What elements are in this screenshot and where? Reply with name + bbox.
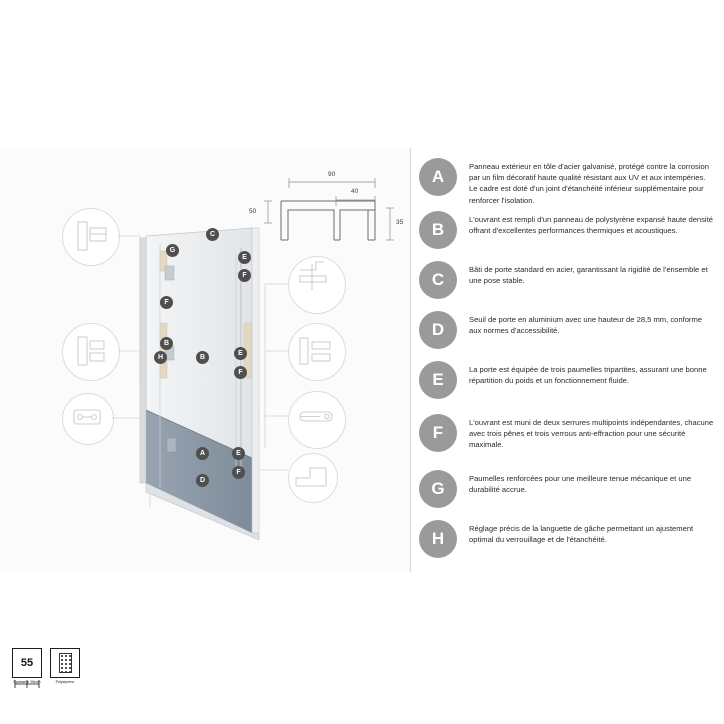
- legend-text-g: Paumelles renforcées pour une meilleure tenue mécanique et une durabilité accrue.: [469, 474, 692, 495]
- legend-list: [411, 148, 724, 572]
- legend-item-c: [419, 261, 719, 299]
- dimension-90: 90: [328, 171, 336, 178]
- legend-item-h: [419, 520, 719, 558]
- callout-e-mid: E: [234, 347, 247, 360]
- legend-badge-d: D: [419, 311, 457, 349]
- legend-item-e: [419, 361, 719, 399]
- callout-f-lower: F: [232, 466, 245, 479]
- technical-diagram-panel: [0, 148, 724, 684]
- legend-badge-e: E: [419, 361, 457, 399]
- callout-d-bottom: D: [196, 474, 209, 487]
- legend-text-f: L'ouvrant est muni de deux serrures multipoints indépendantes, chacune avec trois pênes et trois verrous anti-effraction pour une sécurité maximale.: [469, 418, 714, 450]
- polystyrene-icon: [50, 648, 80, 678]
- legend-badge-b: B: [419, 211, 457, 249]
- legend-item-g: [419, 470, 719, 508]
- callout-c-top: C: [206, 228, 219, 241]
- callout-f-mid: F: [234, 366, 247, 379]
- legend-text-d: Seuil de porte en aluminium avec une hauteur de 28,5 mm, conforme aux normes d'accessibilité.: [469, 315, 703, 336]
- door-section-diagram: [0, 148, 410, 684]
- thickness-arrow-icon: [12, 678, 52, 692]
- callout-b-mid-left: B: [160, 337, 173, 350]
- callout-e-upper: E: [238, 251, 251, 264]
- legend-item-f: [419, 414, 719, 452]
- legend-item-d: [419, 311, 719, 349]
- callout-e-lower: E: [232, 447, 245, 460]
- callout-g-top: G: [166, 244, 179, 257]
- legend-badge-c: C: [419, 261, 457, 299]
- callout-f-upper-right: F: [238, 269, 251, 282]
- legend-text-c: Bâti de porte standard en acier, garantissant la rigidité de l'ensemble et une pose stable.: [469, 265, 708, 286]
- legend-text-a: Panneau extérieur en tôle d'acier galvanisé, protégé contre la corrosion par un film décoratif haute qualité résistant aux UV et aux intempéries. Le cadre est doté d'un joint d'étanchéité inférieur supplémentaire pour renforcer l'isolation.: [469, 162, 709, 205]
- legend-text-e: La porte est équipée de trois paumelles tripartites, assurant une bonne répartition du poids et un fonctionnement fluide.: [469, 365, 707, 386]
- polystyrene-pattern: [59, 653, 72, 673]
- callout-a-lower: A: [196, 447, 209, 460]
- legend-badge-h: H: [419, 520, 457, 558]
- legend-badge-a: A: [419, 158, 457, 196]
- chip-polystyrene: [50, 648, 80, 685]
- legend-item-b: [419, 211, 719, 249]
- polystyrene-caption: Polystyrène: [55, 680, 75, 684]
- thickness-caption: Épaisseur 55mm: [13, 680, 41, 684]
- legend-text-b: L'ouvrant est rempli d'un panneau de polystyrène expansé haute densité offrant d'excellentes performances thermiques et acoustiques.: [469, 215, 713, 236]
- callout-b-mid: B: [196, 351, 209, 364]
- thickness-value: 55: [20, 657, 34, 669]
- thickness-icon: [12, 648, 42, 678]
- legend-badge-f: F: [419, 414, 457, 452]
- dimension-35: 35: [396, 219, 404, 226]
- callout-h-mid: H: [154, 351, 167, 364]
- dimension-40: 40: [351, 188, 359, 195]
- legend-item-a: [419, 158, 719, 206]
- dimension-50: 50: [249, 208, 257, 215]
- legend-badge-g: G: [419, 470, 457, 508]
- legend-text-h: Réglage précis de la languette de gâche permettant un ajustement optimal du verrouillage et de l'étanchéité.: [469, 524, 694, 545]
- callout-f-upper-left: F: [160, 296, 173, 309]
